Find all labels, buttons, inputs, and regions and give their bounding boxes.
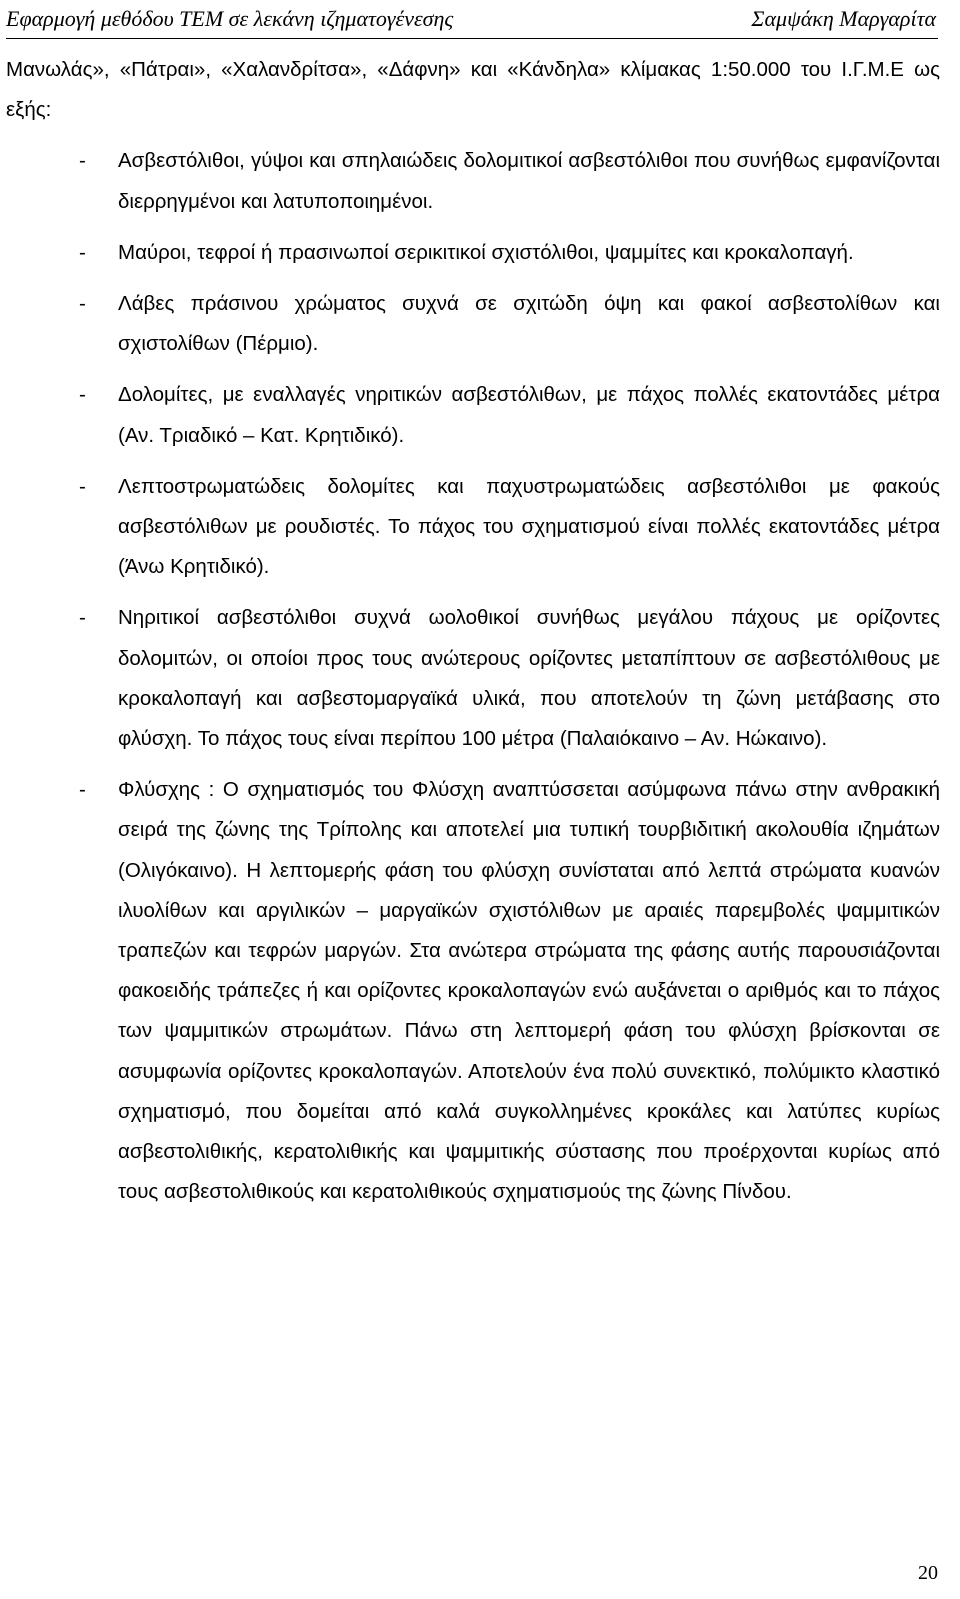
- list-dash: -: [79, 778, 86, 802]
- list-item: [6, 141, 940, 221]
- header-author: Σαμψάκη Μαργαρίτα: [751, 6, 936, 31]
- header-title: Εφαρμογή μεθόδου ΤΕΜ σε λεκάνη ιζηματογένεσης: [6, 6, 454, 31]
- list-item-text: Λεπτοστρωματώδεις δολομίτες και παχυστρωματώδεις ασβεστόλιθοι με φακούς ασβεστόλιθων με ρουδιστές. Το πάχος του σχηματισμού είναι πολλές εκατοντάδες μέτρα (Άνω Κρητιδικό).: [118, 474, 940, 579]
- list-item: [6, 233, 940, 273]
- list-item: [6, 467, 940, 588]
- list-item-text: Φλύσχης : Ο σχηματισμός του Φλύσχη αναπτύσσεται ασύμφωνα πάνω στην ανθρακική σειρά της ζώνης της Τρίπολης και αποτελεί μια τυπική τουρβιδιτική ακολουθία ιζημάτων (Ολιγόκαινο). Η λεπτομερής φάση του φλύσχη συνίσταται από λεπτά στρώματα κυανών ιλυολίθων και αργιλικών – μαργαϊκών σχιστόλιθων με αραιές παρεμβολές ψαμμιτικών τραπεζών και τεφρών μαργών. Στα ανώτερα στρώματα της φάσης αυτής παρουσιάζονται φακοειδής τράπεζες ή και ορίζοντες κροκαλοπαγών ενώ αυξάνεται ο αριθμός και το πάχος των ψαμμιτικών στρωμάτων. Πάνω στη λεπτομερή φάση του φλύσχη βρίσκονται σε ασυμφωνία ορίζοντες κροκαλοπαγών. Αποτελούν ένα πολύ συνεκτικό, πολύμικτο κλαστικό σχηματισμό, που δομείται από καλά συγκολλημένες κροκάλες και λατύπες κυρίως ασβεστολιθικής, κερατολιθικής και ψαμμιτικής σύστασης που προέρχονται κυρίως από τους ασβεστολιθικούς και κερατολιθικούς σχηματισμούς της ζώνης Πίνδου.: [118, 778, 940, 1204]
- running-header: [6, 4, 938, 39]
- intro-paragraph: Μανωλάς», «Πάτραι», «Χαλανδρίτσα», «Δάφνη» και «Κάνδηλα» κλίμακας 1:50.000 του Ι.Γ.Μ.Ε ως εξής:: [6, 58, 940, 122]
- list-item-text: Δολομίτες, με εναλλαγές νηριτικών ασβεστόλιθων, με πάχος πολλές εκατοντάδες μέτρα (Αν. Τριαδικό – Κατ. Κρητιδικό).: [118, 383, 940, 447]
- list-item-text: Νηριτικοί ασβεστόλιθοι συχνά ωολοθικοί συνήθως μεγάλου πάχους με ορίζοντες δολομιτών, οι οποίοι προς τους ανώτερους ορίζοντες μεταπίπτουν σε ασβεστόλιθους με κροκαλοπαγή και ασβεστομαργαϊκά υλικά, που αποτελούν τη ζώνη μετάβασης στο φλύσχη. Το πάχος τους είναι περίπου 100 μέτρα (Παλαιόκαινο – Αν. Ηώκαινο).: [118, 606, 940, 751]
- list-item: [6, 770, 940, 1212]
- list-dash: -: [79, 149, 86, 173]
- list-dash: -: [79, 292, 86, 316]
- list-dash: -: [79, 474, 86, 498]
- document-body: [6, 50, 940, 1212]
- list-item-text: Μαύροι, τεφροί ή πρασινωποί σερικιτικοί σχιστόλιθοι, ψαμμίτες και κροκαλοπαγή.: [118, 240, 854, 264]
- list-item-text: Ασβεστόλιθοι, γύψοι και σπηλαιώδεις δολομιτικοί ασβεστόλιθοι που συνήθως εμφανίζονται διερρηγμένοι και λατυποποιημένοι.: [118, 149, 940, 213]
- page-number: 20: [918, 1562, 938, 1584]
- list-dash: -: [79, 240, 86, 264]
- list-item-text: Λάβες πράσινου χρώματος συχνά σε σχιτώδη όψη και φακοί ασβεστολίθων και σχιστολίθων (Πέρμιο).: [118, 292, 940, 356]
- list-item: [6, 375, 940, 455]
- list-dash: -: [79, 383, 86, 407]
- list-item: [6, 598, 940, 759]
- list-dash: -: [79, 606, 86, 630]
- list-item: [6, 284, 940, 364]
